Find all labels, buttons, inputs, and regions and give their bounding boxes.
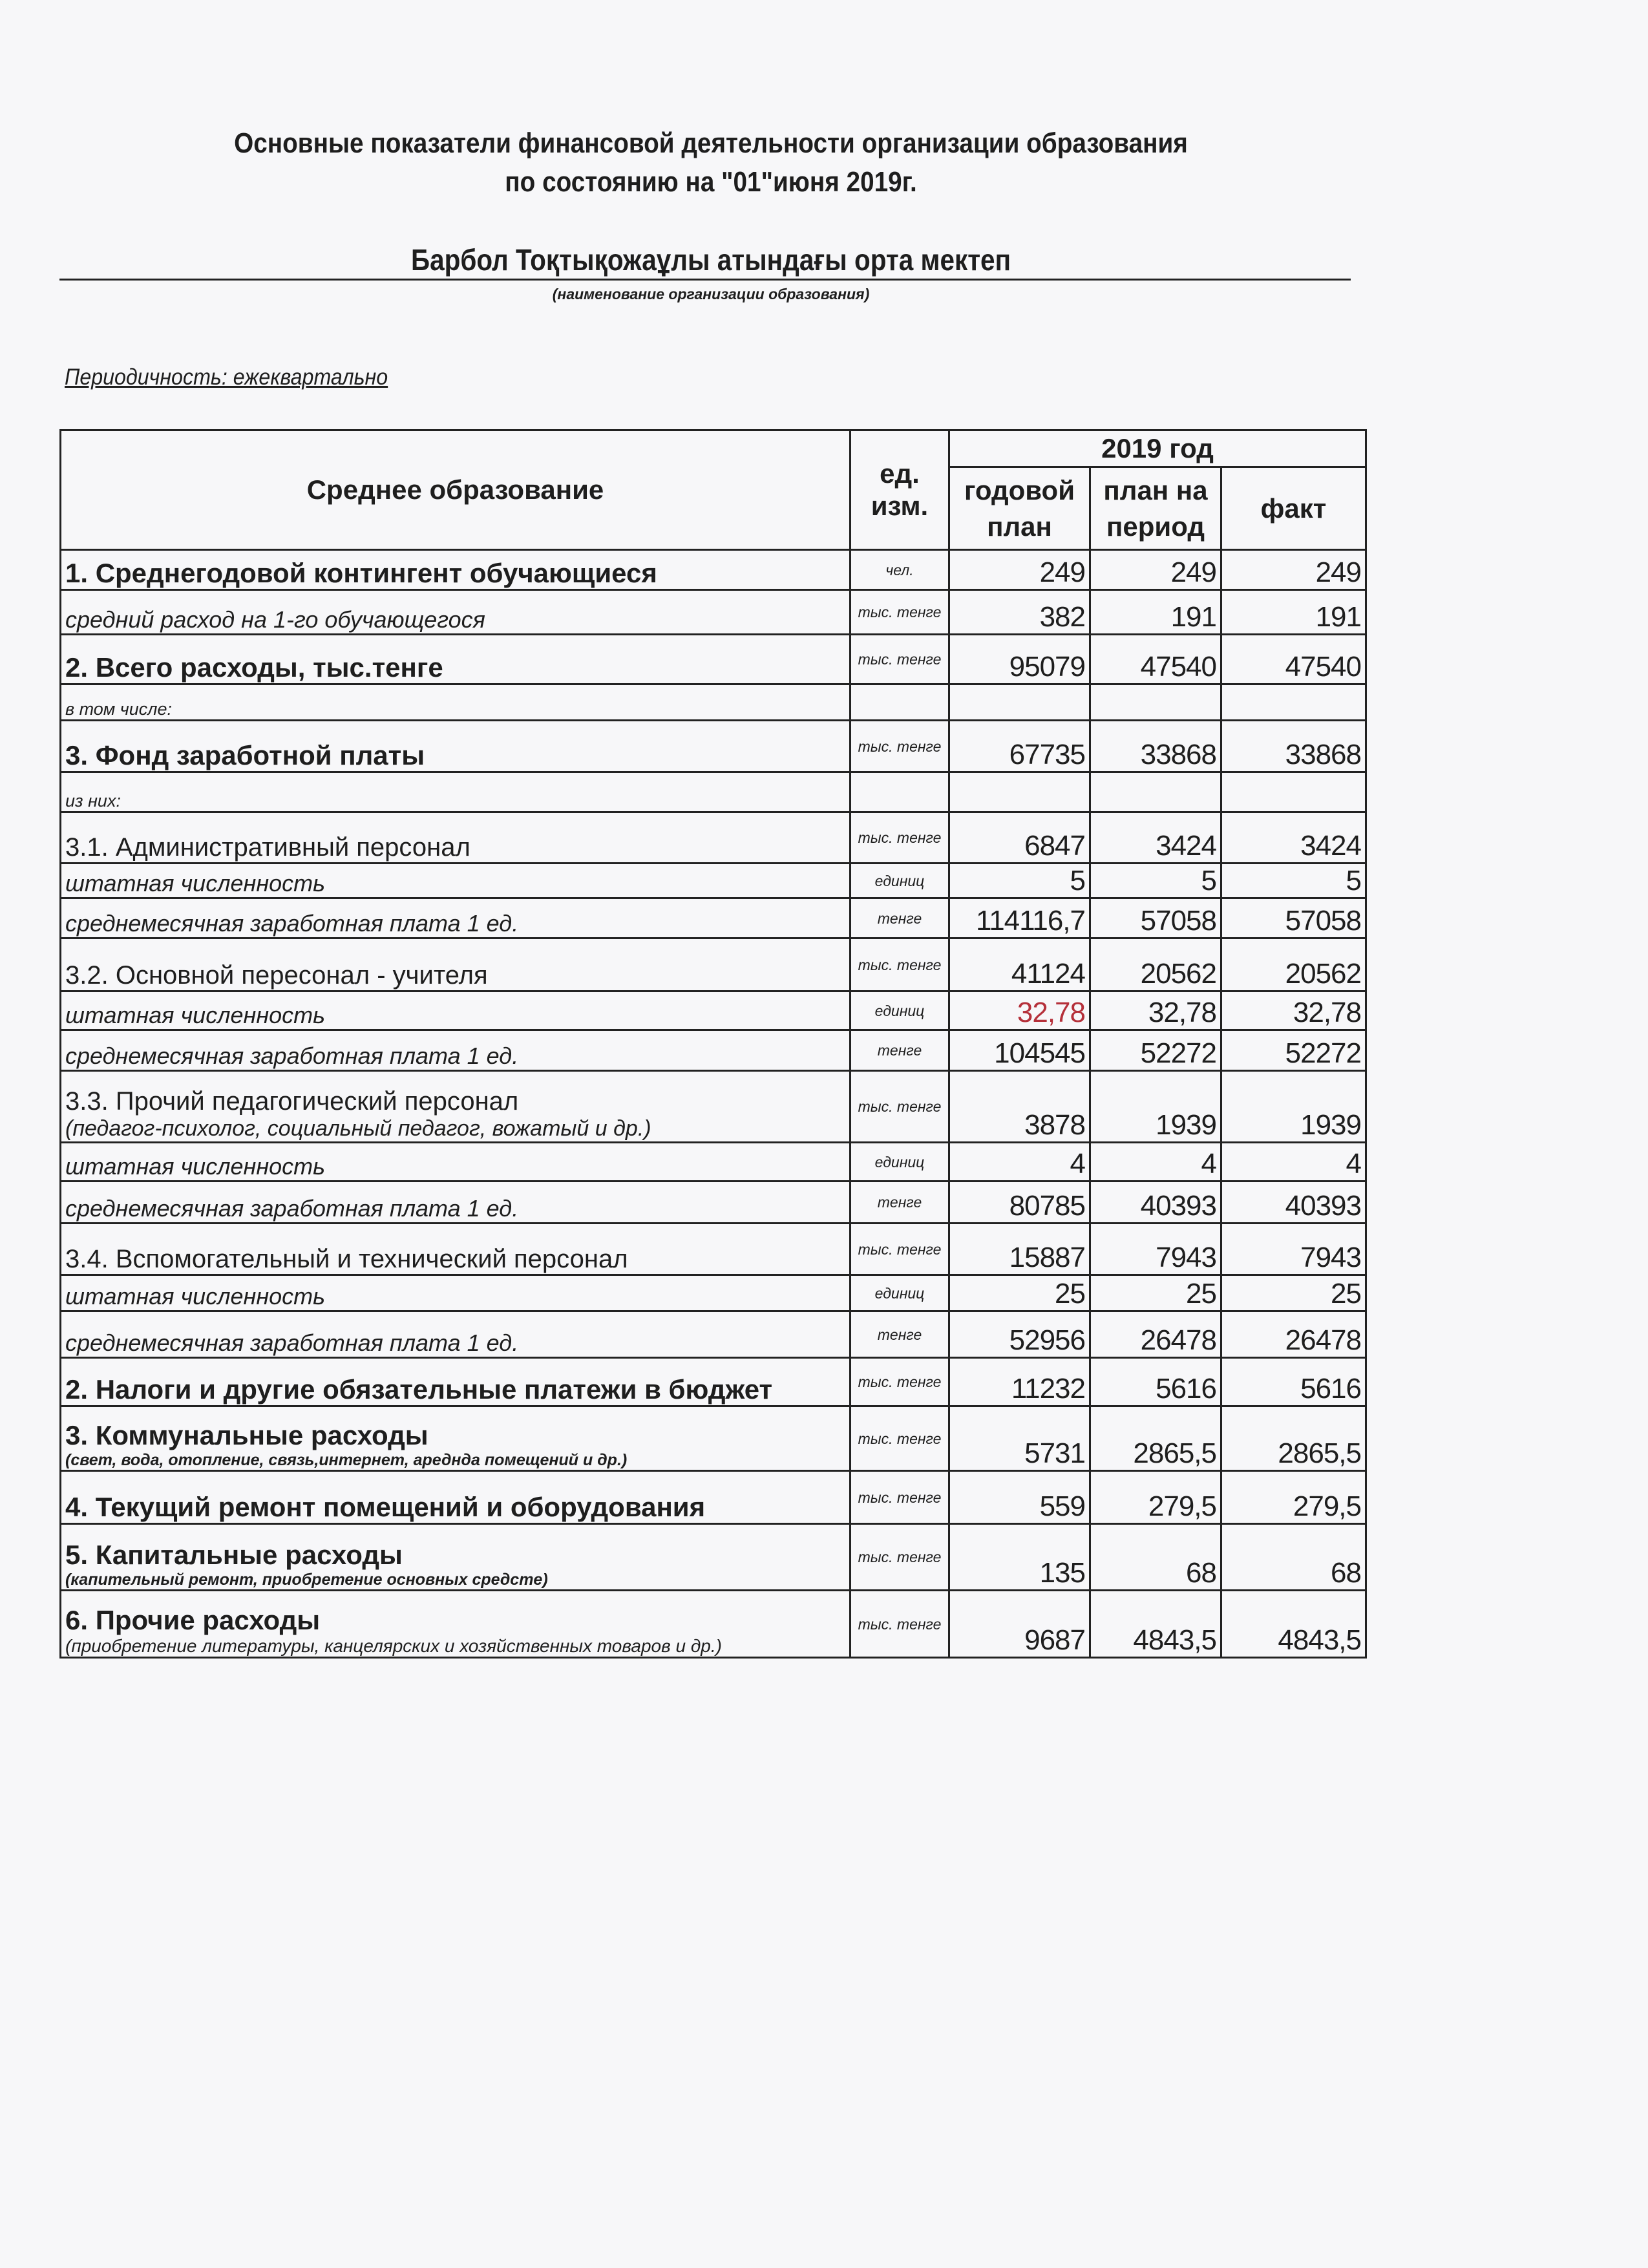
row-period-plan: 52272 — [1090, 1030, 1221, 1071]
row-period-plan: 32,78 — [1090, 991, 1221, 1030]
row-sublabel: (приобретение литературы, канцелярских и хозяйственных товаров и др.) — [65, 1636, 722, 1656]
row-annual-plan: 25 — [949, 1275, 1090, 1311]
periodicity-label: Периодичность: ежеквартально — [65, 365, 388, 390]
row-fact: 4843,5 — [1221, 1591, 1366, 1658]
row-sublabel: (капительный ремонт, приобретение основных средстe) — [65, 1571, 548, 1589]
row-period-plan: 191 — [1090, 590, 1221, 635]
row-fact: 26478 — [1221, 1311, 1366, 1358]
row-fact: 1939 — [1221, 1071, 1366, 1143]
row-period-plan — [1090, 772, 1221, 812]
row-annual-plan: 135 — [949, 1524, 1090, 1591]
row-label: штатная численность — [61, 1275, 850, 1311]
row-label — [61, 1071, 850, 1143]
row-label — [61, 1406, 850, 1471]
row-label: 3.2. Основной пересонал - учителя — [61, 938, 850, 991]
header-unit: ед. изм. — [850, 430, 949, 550]
row-period-plan: 5616 — [1090, 1358, 1221, 1406]
row-period-plan: 3424 — [1090, 812, 1221, 864]
row-label: среднемесячная заработная плата 1 ед. — [61, 898, 850, 938]
table-row — [61, 991, 1366, 1030]
row-sublabel: (педагог-психолог, социальный педагог, вожатый и др.) — [65, 1116, 651, 1141]
row-period-plan: 57058 — [1090, 898, 1221, 938]
table-row — [61, 1358, 1366, 1406]
header-period-plan: план на период — [1090, 467, 1221, 550]
row-unit — [850, 684, 949, 721]
row-fact — [1221, 772, 1366, 812]
row-title: 5. Капитальные расходы — [65, 1540, 403, 1570]
row-label: 1. Среднегодовой контингент обучающиеся — [61, 550, 850, 590]
row-fact: 32,78 — [1221, 991, 1366, 1030]
row-annual-plan: 5 — [949, 864, 1090, 898]
row-label: из них: — [61, 772, 850, 812]
row-unit: тыс. тенге — [850, 1524, 949, 1591]
row-annual-plan: 4 — [949, 1143, 1090, 1182]
row-annual-plan: 249 — [949, 550, 1090, 590]
row-label: в том числе: — [61, 684, 850, 721]
row-title: 6. Прочие расходы — [65, 1605, 321, 1635]
row-sublabel: (свет, вода, отопление, связь,интернет, ареднда помещений и др.) — [65, 1451, 628, 1469]
row-annual-plan: 5731 — [949, 1406, 1090, 1471]
row-annual-plan: 114116,7 — [949, 898, 1090, 938]
row-annual-plan: 9687 — [949, 1591, 1090, 1658]
row-label: штатная численность — [61, 1143, 850, 1182]
row-annual-plan: 80785 — [949, 1182, 1090, 1224]
row-period-plan: 68 — [1090, 1524, 1221, 1591]
row-annual-plan: 32,78 — [949, 991, 1090, 1030]
row-unit: тыс. тенге — [850, 1224, 949, 1275]
row-period-plan: 5 — [1090, 864, 1221, 898]
table-row — [61, 772, 1366, 812]
row-unit: тенге — [850, 898, 949, 938]
row-annual-plan: 3878 — [949, 1071, 1090, 1143]
row-annual-plan — [949, 684, 1090, 721]
row-period-plan: 40393 — [1090, 1182, 1221, 1224]
row-unit: тыс. тенге — [850, 1591, 949, 1658]
table-row — [61, 1524, 1366, 1591]
row-fact: 4 — [1221, 1143, 1366, 1182]
row-label: 3.1. Административный персонал — [61, 812, 850, 864]
row-fact: 3424 — [1221, 812, 1366, 864]
header-fact: факт — [1221, 467, 1366, 550]
row-unit: тыс. тенге — [850, 1071, 949, 1143]
row-annual-plan: 11232 — [949, 1358, 1090, 1406]
row-period-plan: 20562 — [1090, 938, 1221, 991]
row-fact: 279,5 — [1221, 1471, 1366, 1524]
table-row — [61, 1311, 1366, 1358]
organization-name: Барбол Тоқтықожаұлы атындағы орта мектеп — [410, 243, 1011, 277]
row-annual-plan: 41124 — [949, 938, 1090, 991]
financial-indicators-table — [59, 429, 1367, 1659]
row-period-plan: 47540 — [1090, 635, 1221, 684]
row-period-plan: 279,5 — [1090, 1471, 1221, 1524]
row-annual-plan: 382 — [949, 590, 1090, 635]
row-unit: единиц — [850, 1143, 949, 1182]
organization-underline — [59, 279, 1351, 281]
row-unit: тенге — [850, 1311, 949, 1358]
row-fact: 40393 — [1221, 1182, 1366, 1224]
row-unit: тыс. тенге — [850, 938, 949, 991]
table-row — [61, 1071, 1366, 1143]
row-period-plan: 249 — [1090, 550, 1221, 590]
row-fact: 33868 — [1221, 721, 1366, 772]
row-label: 3.4. Вспомогательный и технический персонал — [61, 1224, 850, 1275]
row-period-plan: 4 — [1090, 1143, 1221, 1182]
row-annual-plan: 95079 — [949, 635, 1090, 684]
row-unit: единиц — [850, 991, 949, 1030]
row-annual-plan — [949, 772, 1090, 812]
header-category: Среднее образование — [61, 430, 850, 550]
row-label: 2. Всего расходы, тыс.тенге — [61, 635, 850, 684]
table-row — [61, 1471, 1366, 1524]
row-label: штатная численность — [61, 864, 850, 898]
row-title: 3. Коммунальные расходы — [65, 1420, 428, 1450]
row-period-plan: 26478 — [1090, 1311, 1221, 1358]
header-annual-plan: годовой план — [949, 467, 1090, 550]
row-fact — [1221, 684, 1366, 721]
row-label: 2. Налоги и другие обязательные платежи в бюджет — [61, 1358, 850, 1406]
row-fact: 68 — [1221, 1524, 1366, 1591]
row-annual-plan: 67735 — [949, 721, 1090, 772]
row-unit: тенге — [850, 1182, 949, 1224]
row-unit: тыс. тенге — [850, 635, 949, 684]
row-unit: тыс. тенге — [850, 1358, 949, 1406]
row-title: 3.3. Прочий педагогический персонал — [65, 1087, 519, 1116]
row-period-plan: 1939 — [1090, 1071, 1221, 1143]
row-annual-plan: 104545 — [949, 1030, 1090, 1071]
row-unit: тыс. тенге — [850, 721, 949, 772]
row-annual-plan: 52956 — [949, 1311, 1090, 1358]
table-row — [61, 1224, 1366, 1275]
row-unit: тыс. тенге — [850, 812, 949, 864]
row-period-plan: 7943 — [1090, 1224, 1221, 1275]
row-annual-plan: 6847 — [949, 812, 1090, 864]
row-unit: чел. — [850, 550, 949, 590]
row-period-plan — [1090, 684, 1221, 721]
table-row — [61, 635, 1366, 684]
row-period-plan: 2865,5 — [1090, 1406, 1221, 1471]
row-fact: 249 — [1221, 550, 1366, 590]
row-period-plan: 33868 — [1090, 721, 1221, 772]
organization-caption: (наименование организации образования) — [552, 286, 870, 302]
row-unit: тенге — [850, 1030, 949, 1071]
report-title-line1: Основные показатели финансовой деятельности организации образования — [234, 127, 1188, 159]
table-row — [61, 938, 1366, 991]
table-row — [61, 1406, 1366, 1471]
row-unit: единиц — [850, 864, 949, 898]
row-fact: 5616 — [1221, 1358, 1366, 1406]
table-row — [61, 550, 1366, 590]
header-year: 2019 год — [949, 430, 1366, 467]
report-title-line2: по состоянию на "01"июня 2019г. — [505, 166, 917, 198]
table-row — [61, 1591, 1366, 1658]
row-label: средний расход на 1-го обучающегося — [61, 590, 850, 635]
table-row — [61, 898, 1366, 938]
table-row — [61, 812, 1366, 864]
row-period-plan: 25 — [1090, 1275, 1221, 1311]
row-unit: тыс. тенге — [850, 590, 949, 635]
row-label: 3. Фонд заработной платы — [61, 721, 850, 772]
table-row — [61, 864, 1366, 898]
row-label — [61, 1524, 850, 1591]
row-fact: 52272 — [1221, 1030, 1366, 1071]
table-row — [61, 1275, 1366, 1311]
row-fact: 5 — [1221, 864, 1366, 898]
row-unit: тыс. тенге — [850, 1471, 949, 1524]
table-row — [61, 590, 1366, 635]
table-row — [61, 721, 1366, 772]
table-row — [61, 1143, 1366, 1182]
row-annual-plan: 559 — [949, 1471, 1090, 1524]
row-annual-plan: 15887 — [949, 1224, 1090, 1275]
row-period-plan: 4843,5 — [1090, 1591, 1221, 1658]
row-fact: 57058 — [1221, 898, 1366, 938]
table-row — [61, 1030, 1366, 1071]
row-unit: единиц — [850, 1275, 949, 1311]
row-fact: 7943 — [1221, 1224, 1366, 1275]
table-row — [61, 1182, 1366, 1224]
row-fact: 25 — [1221, 1275, 1366, 1311]
row-fact: 2865,5 — [1221, 1406, 1366, 1471]
row-unit — [850, 772, 949, 812]
table-row — [61, 684, 1366, 721]
row-fact: 191 — [1221, 590, 1366, 635]
row-unit: тыс. тенге — [850, 1406, 949, 1471]
row-label: 4. Текущий ремонт помещений и оборудования — [61, 1471, 850, 1524]
row-label: среднемесячная заработная плата 1 ед. — [61, 1030, 850, 1071]
row-label: штатная численность — [61, 991, 850, 1030]
row-label: среднемесячная заработная плата 1 ед. — [61, 1311, 850, 1358]
row-label — [61, 1591, 850, 1658]
row-label: среднемесячная заработная плата 1 ед. — [61, 1182, 850, 1224]
row-fact: 20562 — [1221, 938, 1366, 991]
row-fact: 47540 — [1221, 635, 1366, 684]
